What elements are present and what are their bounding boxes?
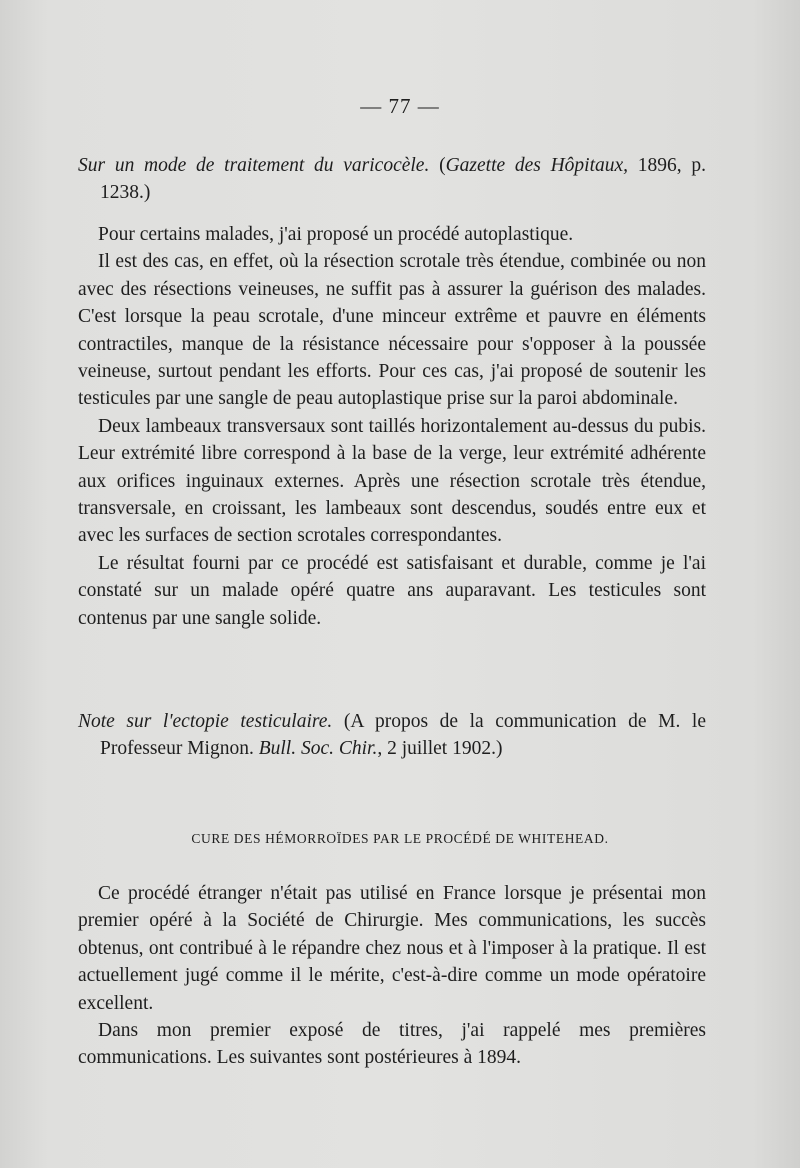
paragraph: Dans mon premier exposé de titres, j'ai rappelé mes premières communications. Les suivantes sont postérieures à 1894. [78, 1020, 706, 1069]
paragraph: Il est des cas, en effet, où la résection scrotale très étendue, combinée ou non avec des résections veineuses, ne suffit pas à assurer la guérison des malades. C'est lorsque la peau scrotale, d'une minceur extrême et pauvre en éléments contractiles, manque de la résistance nécessaire pour s'opposer à la poussée veineuse, surtout pendant les efforts. Pour ces cas, j'ai proposé de soutenir les testicules par une sangle de peau autoplastique prise sur la paroi abdominale. [78, 251, 706, 410]
reference-entry [78, 708, 706, 763]
hemorroides-body [78, 880, 706, 1072]
reference-journal: Bull. Soc. Chir. [258, 738, 378, 760]
paragraph: Pour certains malades, j'ai proposé un procédé autoplastique. [98, 224, 574, 245]
section-heading: CURE DES HÉMORROÏDES PAR LE PROCÉDÉ DE WHITEHEAD. [191, 831, 609, 846]
reference-details: 1896, p. 1238.) [100, 155, 707, 204]
paragraph: Le résultat fourni par ce procédé est satisfaisant et durable, comme je l'ai constaté sur un malade opéré quatre ans auparavant. Les testicules sont contenus par une sangle solide. [78, 552, 706, 629]
reference-journal: Gazette des Hôpitaux, [445, 155, 629, 176]
reference-title: Note sur l'ectopie testiculaire. [78, 711, 333, 732]
reference-details: , 2 juillet 1902.) [377, 738, 503, 760]
reference-title: Sur un mode de traitement du varicocèle. [78, 155, 430, 176]
reference-entry [78, 152, 706, 207]
reference-text: (A propos de la communication de M. le Professeur Mignon. [100, 711, 706, 760]
reference-ectopie [78, 708, 706, 763]
reference-paren: ( [429, 155, 446, 176]
page-number: — 77 — [360, 94, 440, 118]
reference-varicocele [78, 152, 706, 207]
varicocele-body [78, 221, 706, 632]
paragraph: Ce procédé étranger n'était pas utilisé en France lorsque je présentai mon premier opéré à la Société de Chirurgie. Mes communications, les succès obtenus, ont contribué à le répandre chez nous et à l'imposer à la pratique. Il est actuellement jugé comme il le mérite, c'est-à-dire comme un mode opératoire excellent. [78, 883, 706, 1014]
paragraph: Deux lambeaux transversaux sont taillés horizontalement au-dessus du pubis. Leur extrémité libre correspond à la base de la verge, leur extrémité adhérente aux orifices inguinaux externes. Après une résection scrotale très étendue, transversale, en croissant, les lambeaux sont descendus, soudés entre eux et avec les surfaces de section scrotales correspondantes. [78, 415, 706, 547]
